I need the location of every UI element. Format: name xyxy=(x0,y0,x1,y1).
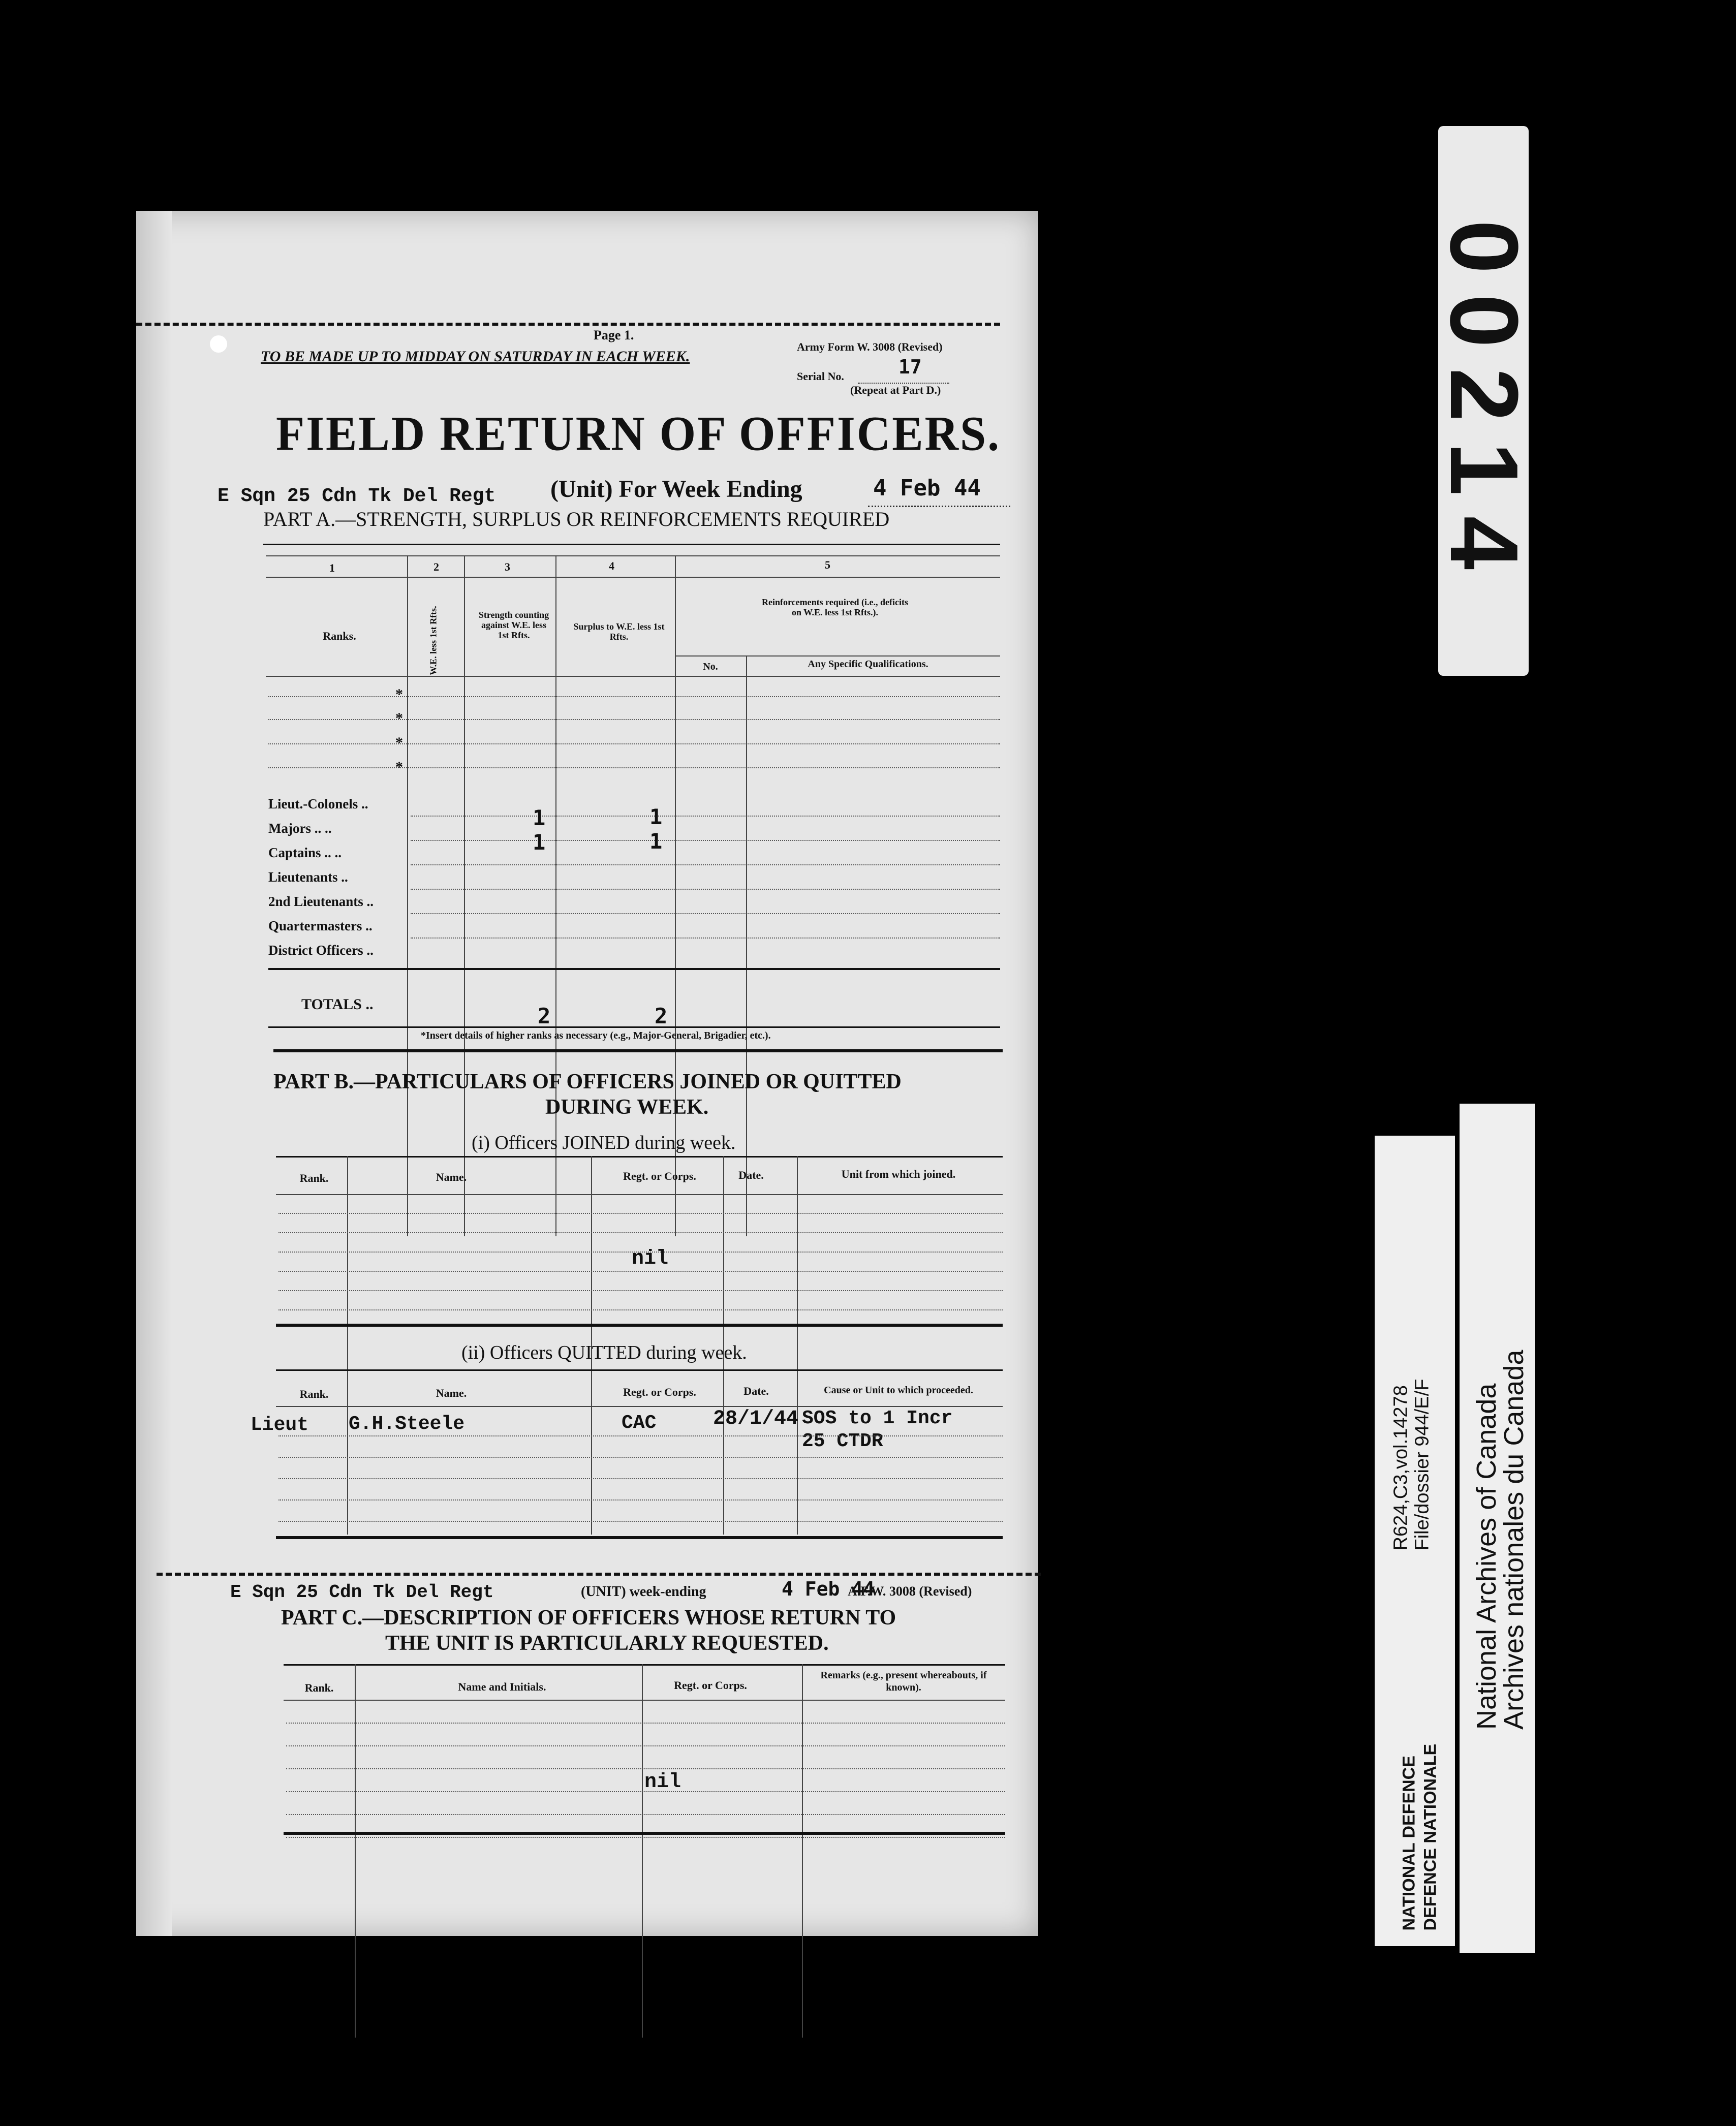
part-c-col-corps: Regt. or Corps. xyxy=(674,1679,747,1692)
part-c-col-name: Name and Initials. xyxy=(458,1680,546,1693)
serial-label: Serial No. xyxy=(797,370,844,383)
quitted-date: 28/1/44 xyxy=(713,1408,799,1430)
col-number: 1 xyxy=(329,561,335,574)
quitted-col-corps: Regt. or Corps. xyxy=(623,1386,696,1398)
rank-row-label: Lieutenants .. xyxy=(268,869,348,885)
majors-surplus: 1 xyxy=(649,804,663,829)
army-form-number: Army Form W. 3008 (Revised) xyxy=(797,340,943,353)
joined-col-unit: Unit from which joined. xyxy=(841,1168,956,1180)
part-c-title-line1: PART C.—DESCRIPTION OF OFFICERS WHOSE RETURN TO xyxy=(281,1606,896,1630)
archive-reference: R624,C3,vol.14278 xyxy=(1390,1385,1412,1551)
department-en: NATIONAL DEFENCE xyxy=(1399,1756,1419,1931)
rank-row-label: 2nd Lieutenants .. xyxy=(268,894,374,909)
captains-strength: 1 xyxy=(533,830,546,855)
serial-note: (Repeat at Part D.) xyxy=(850,384,941,396)
form-title: FIELD RETURN OF OFFICERS. xyxy=(276,406,1001,461)
part-b-title-line2: DURING WEEK. xyxy=(545,1096,709,1119)
col-ranks-header: Ranks. xyxy=(323,630,356,642)
joined-title: (i) Officers JOINED during week. xyxy=(472,1132,736,1153)
col-wb-header: W.E. less 1st Rfts. xyxy=(428,606,439,675)
totals-strength: 2 xyxy=(538,1004,551,1028)
col-number: 2 xyxy=(433,560,439,573)
form-instruction: TO BE MADE UP TO MIDDAY ON SATURDAY IN EACH WEEK. xyxy=(261,348,690,365)
department-fr: DEFENCE NATIONALE xyxy=(1420,1743,1440,1931)
rank-row-label: District Officers .. xyxy=(268,943,374,958)
form-paper xyxy=(136,211,1038,1936)
serial-value: 17 xyxy=(898,356,922,378)
part-c-title-line2: THE UNIT IS PARTICULARLY REQUESTED. xyxy=(385,1632,829,1655)
star-marker: * xyxy=(395,734,403,751)
rank-row-label: Majors .. .. xyxy=(268,821,332,836)
week-ending-value: 4 Feb 44 xyxy=(873,475,981,501)
star-marker: * xyxy=(395,710,403,727)
quitted-cause-line1: SOS to 1 Incr xyxy=(802,1408,953,1429)
col-strength-header: Strength counting against W.E. less 1st Rfts. xyxy=(478,610,549,640)
part-c-form-ref: A.F.W. 3008 (Revised) xyxy=(848,1584,972,1599)
rank-row-label: Quartermasters .. xyxy=(268,918,373,933)
col-number: 5 xyxy=(825,558,830,571)
part-c-unit-label: (UNIT) week-ending xyxy=(581,1584,706,1600)
page-number: Page 1. xyxy=(594,328,634,342)
archives-en: National Archives of Canada xyxy=(1471,1383,1502,1730)
col-reinforcements-header: Reinforcements required (i.e., deficits on W.E. less 1st Rfts.). xyxy=(762,597,908,617)
star-marker: * xyxy=(395,686,403,703)
joined-col-date: Date. xyxy=(738,1169,764,1181)
part-a-footnote: *Insert details of higher ranks as necessary (e.g., Major-General, Brigadier, etc.). xyxy=(421,1030,771,1041)
part-c-col-remarks: Remarks (e.g., present whereabouts, if known). xyxy=(820,1670,987,1693)
part-a-title: PART A.—STRENGTH, SURPLUS OR REINFORCEMENTS REQUIRED xyxy=(263,508,890,530)
captains-surplus: 1 xyxy=(649,829,663,854)
col-quals-header: Any Specific Qualifications. xyxy=(808,659,928,670)
unit-label: (Unit) For Week Ending xyxy=(550,476,802,503)
quitted-corps: CAC xyxy=(622,1412,657,1434)
joined-nil: nil xyxy=(632,1247,669,1270)
part-c-nil: nil xyxy=(644,1771,681,1794)
quitted-col-name: Name. xyxy=(436,1387,467,1399)
department-label xyxy=(1375,1136,1455,1946)
quitted-cause-line2: 25 CTDR xyxy=(802,1430,883,1452)
quitted-title: (ii) Officers QUITTED during week. xyxy=(461,1342,747,1363)
quitted-col-cause: Cause or Unit to which proceeded. xyxy=(824,1385,973,1396)
reel-number-strip xyxy=(1430,126,1538,676)
joined-col-rank: Rank. xyxy=(299,1172,329,1184)
col-number: 4 xyxy=(609,559,614,572)
quitted-rank: Lieut xyxy=(251,1414,309,1436)
archives-fr: Archives nationales du Canada xyxy=(1499,1350,1529,1730)
col-surplus-header: Surplus to W.E. less 1st Rfts. xyxy=(573,621,665,642)
rank-row-label: Lieut.-Colonels .. xyxy=(268,796,368,811)
reel-number: 00214 xyxy=(1430,220,1538,590)
star-marker: * xyxy=(395,759,403,775)
totals-surplus: 2 xyxy=(655,1004,668,1028)
archive-file: File/dossier 944/E/F xyxy=(1411,1379,1433,1551)
majors-strength: 1 xyxy=(533,805,546,830)
archives-label xyxy=(1460,1104,1535,1953)
rank-row-label: Captains .. .. xyxy=(268,845,342,860)
joined-col-corps: Regt. or Corps. xyxy=(623,1170,696,1182)
part-c-week-value: 4 Feb 44 xyxy=(782,1578,875,1600)
part-c-unit-value: E Sqn 25 Cdn Tk Del Regt xyxy=(230,1582,494,1603)
quitted-col-date: Date. xyxy=(743,1385,769,1397)
col-number: 3 xyxy=(505,560,510,573)
col-no-header: No. xyxy=(703,661,718,672)
totals-label: TOTALS .. xyxy=(301,996,374,1013)
part-c-col-rank: Rank. xyxy=(304,1681,334,1694)
joined-col-name: Name. xyxy=(436,1171,467,1183)
quitted-name: G.H.Steele xyxy=(349,1413,465,1435)
unit-value: E Sqn 25 Cdn Tk Del Regt xyxy=(218,485,496,507)
quitted-col-rank: Rank. xyxy=(299,1388,329,1400)
part-b-title-line1: PART B.—PARTICULARS OF OFFICERS JOINED OR QUITTED xyxy=(273,1070,902,1093)
